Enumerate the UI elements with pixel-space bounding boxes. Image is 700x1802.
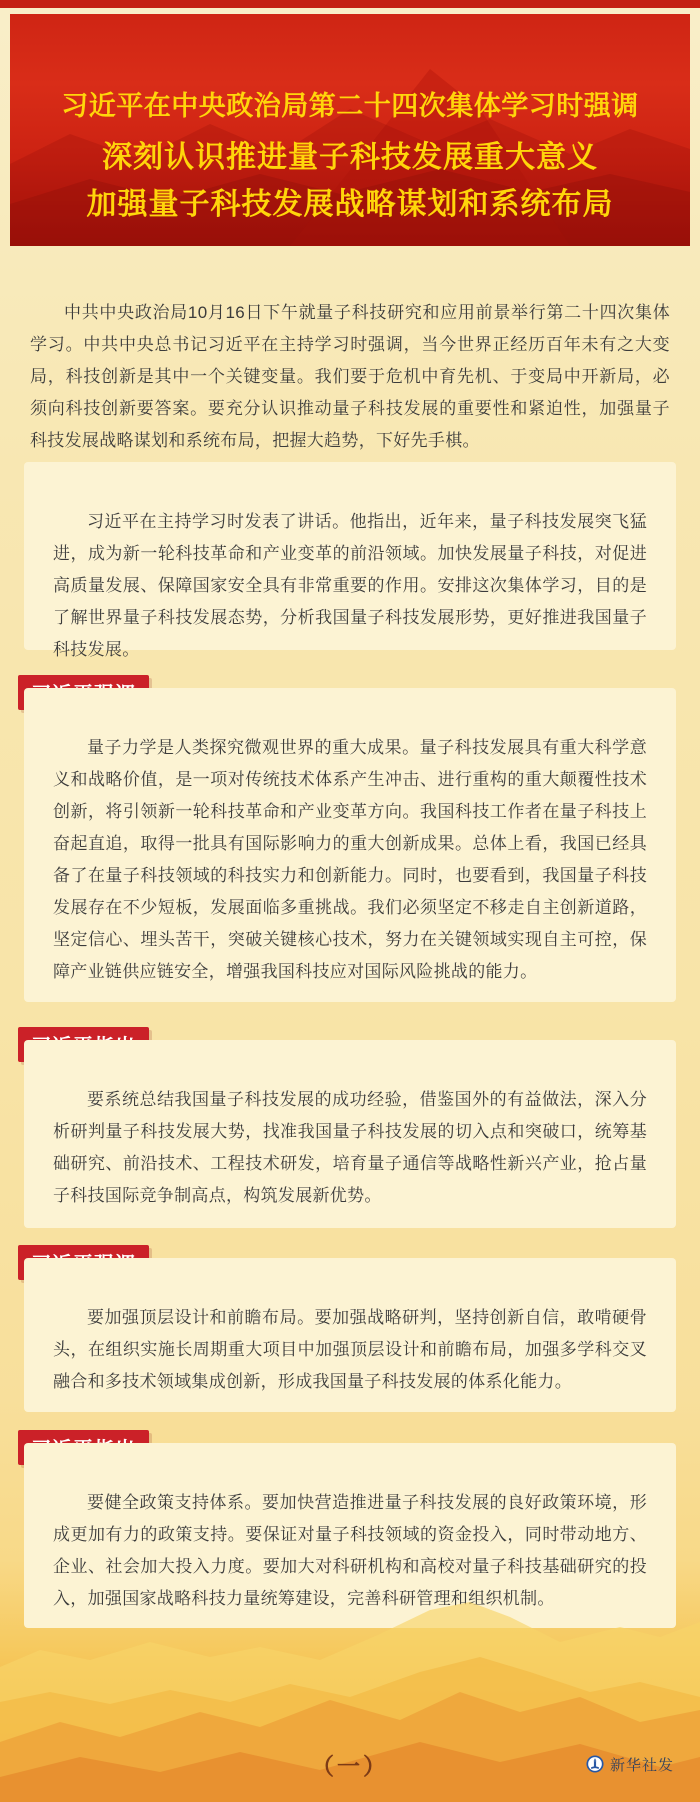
section-paragraph-4: 要健全政策支持体系。要加快营造推进量子科技发展的良好政策环境，形成更加有力的政策支持。要保证对量子科技领域的资金投入，同时带动地方、企业、社会加大投入力度。要加大对科研机构和高校对量子科技基础研究的投入，加强国家战略科技力量统筹建设，完善科研管理和组织机制。 bbox=[53, 1493, 647, 1608]
headline-line-3: 加强量子科技发展战略谋划和系统布局 bbox=[86, 188, 614, 221]
speech-summary-panel bbox=[24, 462, 676, 659]
xinhua-emblem-icon bbox=[586, 1755, 604, 1773]
headline-line-2: 深刻认识推进量子科技发展重大意义 bbox=[102, 141, 598, 174]
speech-summary-paragraph: 习近平在主持学习时发表了讲话。他指出，近年来，量子科技发展突飞猛进，成为新一轮科技革命和产业变革的前沿领域。加快发展量子科技，对促进高质量发展、保障国家安全具有非常重要的作用。安排这次集体学习，目的是了解世界量子科技发展态势，分析我国量子科技发展形势，更好推进我国量子科技发展。 bbox=[53, 512, 647, 659]
section-paragraph-1: 量子力学是人类探究微观世界的重大成果。量子科技发展具有重大科学意义和战略价值，是一项对传统技术体系产生冲击、进行重构的重大颠覆性技术创新，将引领新一轮科技革命和产业变革方向。我国科技工作者在量子科技上奋起直追，取得一批具有国际影响力的重大创新成果。总体上看，我国已经具备了在量子科技领域的科技实力和创新能力。同时，也要看到，我国量子科技发展存在不少短板，发展面临多重挑战。我们必须坚定不移走自主创新道路，坚定信心、埋头苦干，突破关键核心技术，努力在关键领域实现自主可控，保障产业链供应链安全，增强我国科技应对国际风险挑战的能力。 bbox=[53, 738, 647, 981]
credit-text: 新华社发 bbox=[609, 1756, 674, 1774]
page-number: （一） bbox=[311, 1753, 389, 1779]
credit-line bbox=[586, 1754, 674, 1774]
section-panel-2 bbox=[24, 1040, 676, 1228]
section-paragraph-2: 要系统总结我国量子科技发展的成功经验，借鉴国外的有益做法，深入分析研判量子科技发展大势，找准我国量子科技发展的切入点和突破口，统筹基础研究、前沿技术、工程技术研发，培育量子通信等战略性新兴产业，抢占量子科技国际竞争制高点，构筑发展新优势。 bbox=[53, 1090, 647, 1205]
section-paragraph-3: 要加强顶层设计和前瞻布局。要加强战略研判，坚持创新自信，敢啃硬骨头，在组织实施长周期重大项目中加强顶层设计和前瞻布局，加强多学科交叉融合和多技术领域集成创新，形成我国量子科技发展的体系化能力。 bbox=[53, 1308, 647, 1391]
header-banner bbox=[10, 14, 690, 246]
section-panel-1 bbox=[24, 688, 676, 1002]
section-panel-3 bbox=[24, 1258, 676, 1412]
headline-line-1: 习近平在中央政治局第二十四次集体学习时强调 bbox=[61, 91, 639, 121]
top-red-strip bbox=[0, 0, 700, 8]
intro-paragraph: 中共中央政治局10月16日下午就量子科技研究和应用前景举行第二十四次集体学习。中共中央总书记习近平在主持学习时强调，当今世界正经历百年未有之大变局，科技创新是其中一个关键变量。我们要于危机中育先机、于变局中开新局，必须向科技创新要答案。要充分认识推动量子科技发展的重要性和紧迫性，加强量子科技发展战略谋划和系统布局，把握大趋势，下好先手棋。 bbox=[30, 303, 670, 450]
